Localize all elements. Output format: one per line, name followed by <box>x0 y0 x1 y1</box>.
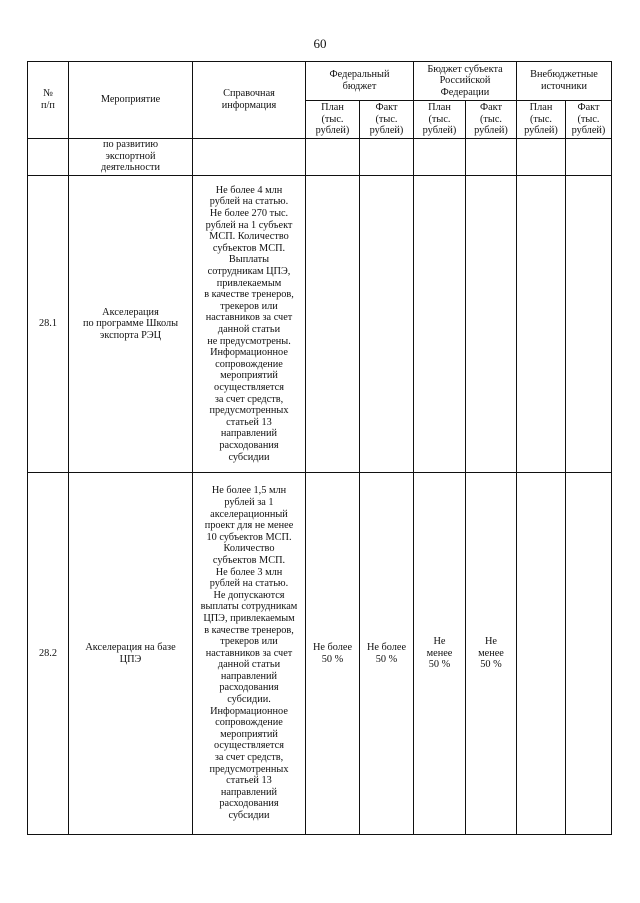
header-info: Справочная информация <box>193 62 306 139</box>
cell-offbudget-plan <box>517 176 566 473</box>
cell-event: Акселерация на базе ЦПЭ <box>69 473 193 835</box>
header-offbudget-fact: Факт (тыс. рублей) <box>566 101 612 139</box>
cell-regional-plan <box>414 139 466 176</box>
cell-federal-plan: Не более 50 % <box>306 473 360 835</box>
cell-federal-plan <box>306 139 360 176</box>
cell-offbudget-plan <box>517 139 566 176</box>
cell-offbudget-fact <box>566 176 612 473</box>
cell-info: Не более 1,5 млн рублей за 1 акселерационный проект для не менее 10 субъектов МСП. Количество субъектов МСП. Не более 3 млн рублей на статью. Не допускаются выплаты сотрудникам ЦПЭ, привлекаемым в качестве тренеров, трекеров или наставников за счет данной статьи направлений расходования субсидии. Информационное сопровождение мероприятий осуществляется за счет средств, предусмотренных статьей 13 направлений расходования субсидии <box>193 473 306 835</box>
budget-table <box>27 61 612 835</box>
table-row <box>28 139 612 176</box>
cell-regional-plan: Не менее 50 % <box>414 473 466 835</box>
cell-number: 28.1 <box>28 176 69 473</box>
cell-event: по развитию экспортной деятельности <box>69 139 193 176</box>
cell-number <box>28 139 69 176</box>
header-regional-budget: Бюджет субъекта Российской Федерации <box>414 62 517 101</box>
cell-federal-fact <box>360 176 414 473</box>
page-number: 60 <box>313 36 327 51</box>
cell-federal-fact: Не более 50 % <box>360 473 414 835</box>
header-regional-plan: План (тыс. рублей) <box>414 101 466 139</box>
table-row <box>28 176 612 473</box>
cell-federal-plan <box>306 176 360 473</box>
header-federal-budget: Федеральный бюджет <box>306 62 414 101</box>
cell-number: 28.2 <box>28 473 69 835</box>
cell-federal-fact <box>360 139 414 176</box>
header-federal-fact: Факт (тыс. рублей) <box>360 101 414 139</box>
header-number: № п/п <box>28 62 69 139</box>
cell-info: Не более 4 млн рублей на статью. Не более 270 тыс. рублей на 1 субъект МСП. Количество субъектов МСП. Выплаты сотрудникам ЦПЭ, привлекаемым в качестве тренеров, трекеров или наставников за счет данной статьи не предусмотрены. Информационное сопровождение мероприятий осуществляется за счет средств, предусмотренных статьей 13 направлений расходования субсидии <box>193 176 306 473</box>
header-event: Мероприятие <box>69 62 193 139</box>
table-row <box>28 473 612 835</box>
header-federal-plan: План (тыс. рублей) <box>306 101 360 139</box>
cell-event: Акселерация по программе Школы экспорта РЭЦ <box>69 176 193 473</box>
header-offbudget-plan: План (тыс. рублей) <box>517 101 566 139</box>
header-offbudget: Внебюджетные источники <box>517 62 612 101</box>
cell-offbudget-fact <box>566 473 612 835</box>
cell-offbudget-plan <box>517 473 566 835</box>
cell-offbudget-fact <box>566 139 612 176</box>
header-regional-fact: Факт (тыс. рублей) <box>466 101 517 139</box>
cell-regional-plan <box>414 176 466 473</box>
cell-regional-fact <box>466 139 517 176</box>
cell-regional-fact <box>466 176 517 473</box>
cell-regional-fact: Не менее 50 % <box>466 473 517 835</box>
cell-info <box>193 139 306 176</box>
